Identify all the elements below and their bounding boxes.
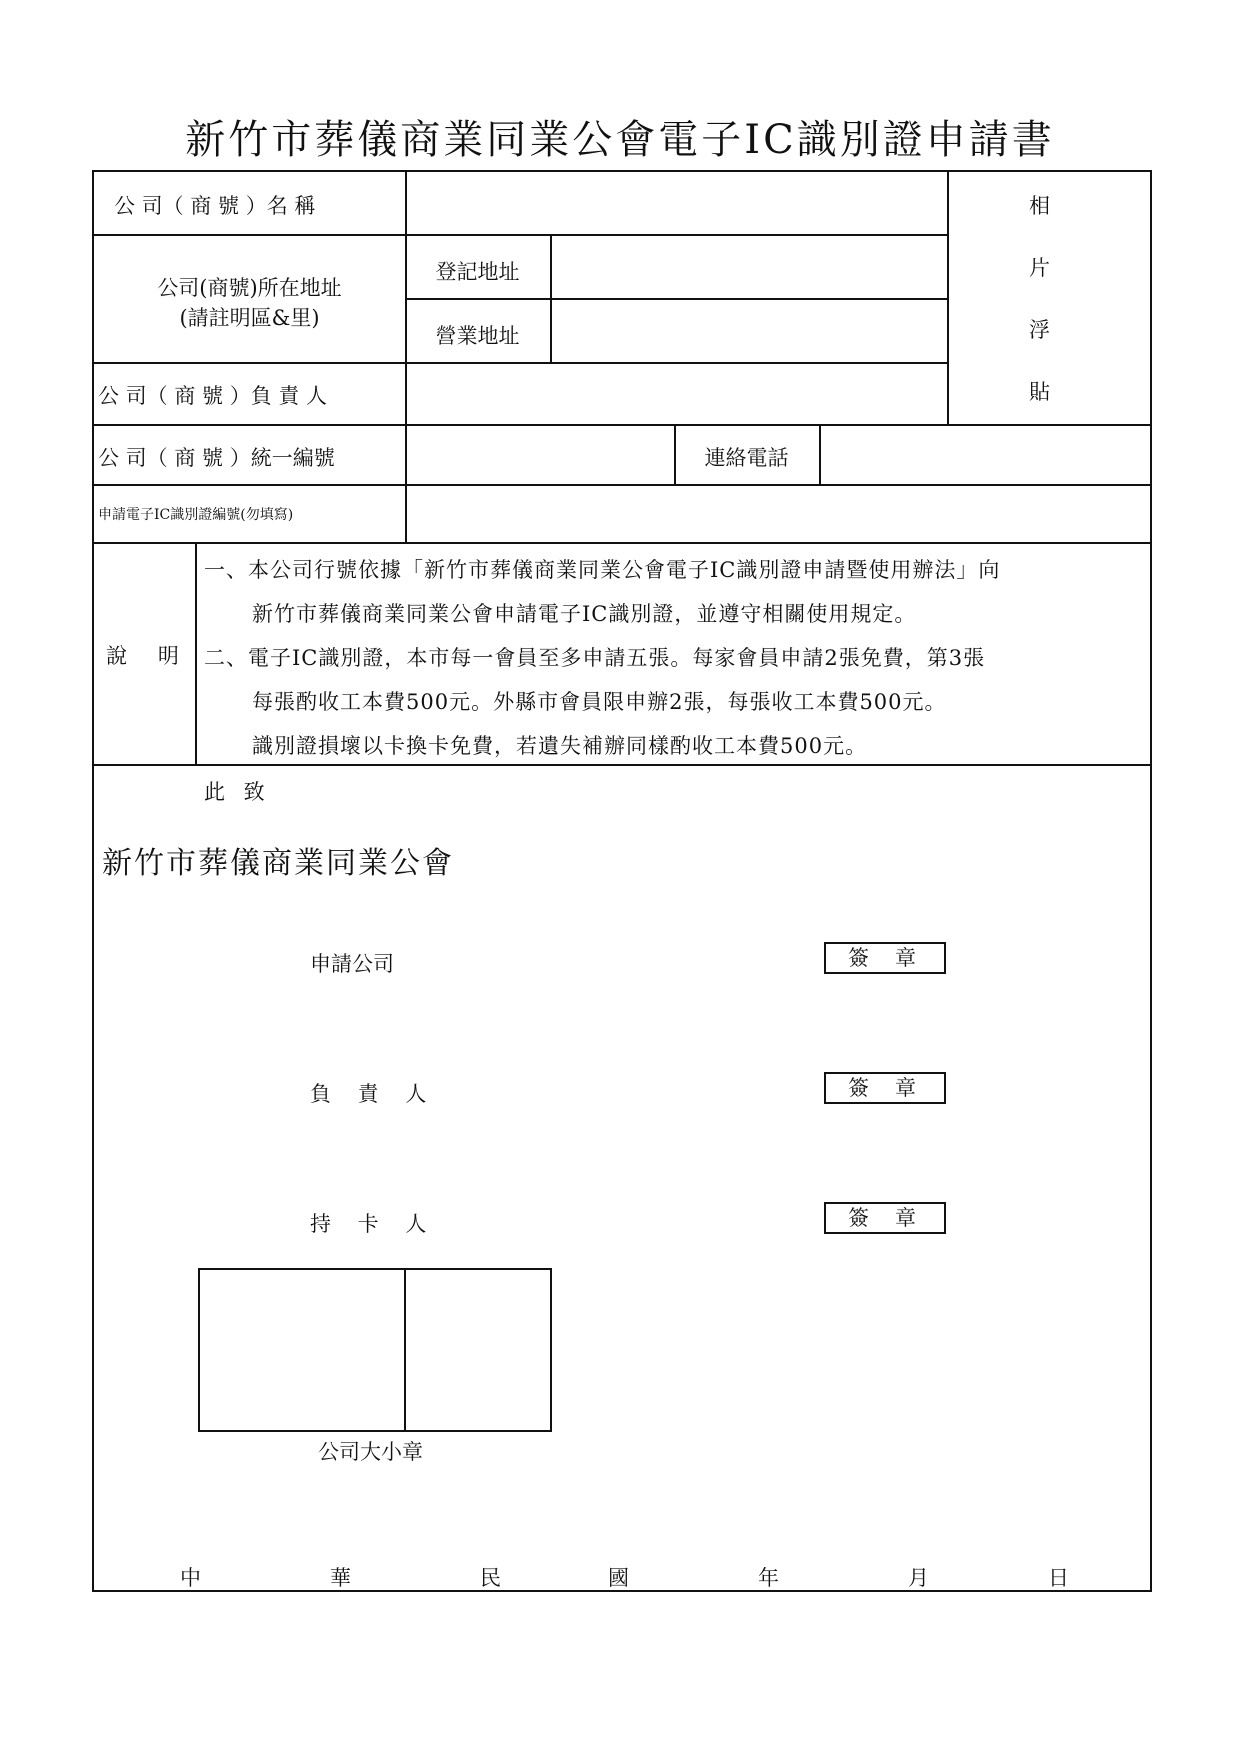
divider — [94, 234, 947, 236]
card-holder-label: 持 卡 人 — [310, 1212, 437, 1236]
divider — [94, 764, 1152, 766]
date-char: 月 — [908, 1566, 929, 1590]
explanation-line: 每張酌收工本費500元。外縣市會員限申辦2張，每張收工本費500元。 — [252, 690, 947, 714]
company-small-seal-box[interactable] — [404, 1268, 552, 1432]
explanation-line: 識別證損壞以卡換卡免費，若遺失補辦同樣酌收工本費500元。 — [252, 734, 868, 758]
photo-char: 片 — [1029, 256, 1050, 280]
explanation-label: 說 明 — [106, 644, 191, 668]
unified-number-label: 公 司（ 商 號 ）統一編號 — [98, 446, 335, 470]
date-char: 華 — [330, 1566, 351, 1590]
divider — [405, 172, 407, 542]
explanation-line: 一、本公司行號依據「新竹市葬儀商業同業公會電子IC識別證申請暨使用辦法」向 — [204, 558, 1001, 582]
divider — [94, 484, 1152, 486]
divider — [406, 298, 947, 300]
date-char: 中 — [180, 1566, 201, 1590]
registered-address-label: 登記地址 — [435, 260, 520, 284]
association-name: 新竹市葬儀商業同業公會 — [102, 846, 454, 881]
form-frame — [92, 170, 1152, 1592]
explanation-line: 二、電子IC識別證，本市每一會員至多申請五張。每家會員申請2張免費，第3張 — [204, 646, 986, 670]
date-char: 日 — [1048, 1566, 1069, 1590]
card-number-label: 申請電子IC識別證編號(勿填寫) — [98, 507, 294, 523]
contact-phone-field[interactable] — [822, 427, 1150, 482]
responsible-person-label: 公 司（ 商 號 ）負 責 人 — [98, 384, 328, 408]
photo-char: 相 — [1029, 194, 1050, 218]
divider — [550, 234, 552, 362]
company-stamp-box[interactable]: 簽章 — [824, 942, 946, 974]
contact-phone-label: 連絡電話 — [704, 446, 789, 470]
seal-label: 公司大小章 — [318, 1440, 423, 1464]
divider — [819, 424, 821, 484]
address-label-line2: (請註明區&里) — [179, 306, 320, 330]
applicant-company-label: 申請公司 — [310, 952, 394, 976]
closing-to: 此 致 — [204, 780, 271, 804]
person-stamp-box[interactable]: 簽章 — [824, 1072, 946, 1104]
company-name-field[interactable] — [408, 174, 945, 232]
divider — [94, 362, 947, 364]
date-char: 年 — [758, 1566, 779, 1590]
responsible-person-field[interactable] — [408, 365, 945, 422]
date-char: 民 — [480, 1566, 501, 1590]
explanation-line: 新竹市葬儀商業同業公會申請電子IC識別證，並遵守相關使用規定。 — [252, 602, 917, 626]
form-title: 新竹市葬儀商業同業公會電子IC識別證申請書 — [185, 117, 1055, 163]
date-char: 國 — [608, 1566, 629, 1590]
divider — [947, 172, 949, 424]
divider — [195, 542, 197, 764]
company-large-seal-box[interactable] — [198, 1268, 406, 1432]
unified-number-field[interactable] — [408, 427, 672, 482]
holder-stamp-box[interactable]: 簽章 — [824, 1202, 946, 1234]
responsible-person-sign-label: 負 責 人 — [310, 1082, 437, 1106]
business-address-field[interactable] — [553, 301, 945, 360]
photo-char: 浮 — [1029, 318, 1050, 342]
photo-char: 貼 — [1029, 380, 1050, 404]
address-label-line1: 公司(商號)所在地址 — [157, 276, 342, 300]
company-name-label: 公 司（ 商 號 ）名 稱 — [114, 194, 316, 218]
registered-address-field[interactable] — [553, 237, 945, 296]
divider — [94, 542, 1152, 544]
business-address-label: 營業地址 — [435, 324, 520, 348]
divider — [94, 424, 1152, 426]
